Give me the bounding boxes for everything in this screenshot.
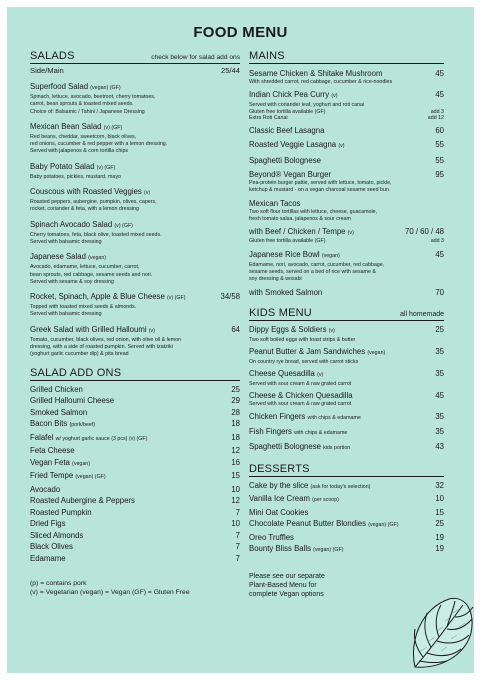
item-name: Black Olives <box>30 542 73 552</box>
item-price: 95 <box>435 170 444 180</box>
item-header <box>249 126 444 135</box>
extra-price: add 12 <box>427 114 444 121</box>
item-price: 70 <box>435 287 444 297</box>
sizes-price: 25/44 <box>220 66 240 75</box>
item-extra <box>249 115 444 121</box>
item-name-group <box>249 90 338 101</box>
item-name: Indian Chick Pea Curry <box>249 90 330 100</box>
item-name: Chicken Fingers <box>249 411 306 421</box>
item-name-group <box>249 288 322 297</box>
item-tag: (v) (GF) <box>96 164 116 171</box>
item-name: Superfood Salad <box>30 82 89 91</box>
item-price: 10 <box>435 494 444 504</box>
item-price: 45 <box>435 90 444 100</box>
item-name-group <box>249 493 339 507</box>
item-name: Mini Oat Cookies <box>249 507 309 517</box>
item-tag: (vegan) (GF) <box>368 522 399 529</box>
sizes-label: Side/Main <box>30 66 64 75</box>
item-name: Avocado <box>30 484 61 494</box>
extra-label: Extra Roti Canai <box>249 114 288 121</box>
menu-item <box>249 369 444 387</box>
item-name: Japanese Rice Bowl <box>249 249 320 259</box>
item-name-group <box>30 530 83 542</box>
item-name-group <box>30 325 155 336</box>
item-header <box>30 122 240 133</box>
item-description: Served with coriander leaf, yoghurt and roti canai <box>249 102 365 109</box>
item-header <box>249 427 444 438</box>
item-description: Served with balsamic dressing <box>30 311 102 318</box>
item-name-group <box>30 495 135 507</box>
item-description: Two soft boiled eggs with toast strips & butter <box>249 336 356 343</box>
menu-item <box>30 325 240 358</box>
item-tag: (vegan) (GF) <box>75 474 106 481</box>
menu-item <box>249 69 444 85</box>
item-price: 55 <box>435 156 444 166</box>
item-tag: (ask for today's selection) <box>310 483 371 490</box>
item-name: with Beef / Chicken / Tempe <box>249 227 346 237</box>
item-header <box>249 140 444 151</box>
item-tag: (vegan) (GF) <box>90 85 121 91</box>
item-price: 28 <box>231 407 240 417</box>
item-price: 7 <box>235 507 240 517</box>
item-header <box>30 82 240 93</box>
item-name: Classic Beef Lasagna <box>249 126 325 136</box>
kids-title: KIDS MENU <box>249 306 312 319</box>
list-item <box>249 493 444 507</box>
extra-price: add 3 <box>430 238 444 245</box>
item-header <box>30 220 240 231</box>
item-description: Topped with toasted mixed seeds & almonds. <box>30 304 137 311</box>
item-name: Baby Potato Salad <box>30 161 95 171</box>
menu-item <box>30 82 240 115</box>
desserts-title: DESSERTS <box>249 462 310 475</box>
item-price: 18 <box>231 432 240 442</box>
item-name: Sliced Almonds <box>30 530 84 540</box>
item-description: Pea-protein burger pattie, served with lettuce, tomato, pickle, <box>249 180 392 187</box>
item-name: Bounty Bliss Balls <box>249 544 311 554</box>
item-tag: (v) <box>331 93 338 100</box>
item-name: Greek Salad with Grilled Halloumi <box>30 324 147 334</box>
item-name-group <box>30 407 87 419</box>
item-name-group <box>249 199 300 208</box>
item-name-group <box>30 507 92 519</box>
kids-header <box>249 307 444 321</box>
item-price: 43 <box>435 441 444 451</box>
item-tag: (v) <box>338 143 345 150</box>
item-price: 25 <box>435 324 444 334</box>
item-name-group <box>30 220 133 231</box>
item-name-group <box>249 250 340 261</box>
item-price: 34/58 <box>220 292 240 302</box>
extra-price: add 3 <box>430 108 444 115</box>
item-name-group <box>249 412 361 423</box>
item-description: soy dressing & wosabi <box>249 276 302 283</box>
menu-page <box>7 7 474 673</box>
item-header <box>249 412 444 423</box>
mains-header <box>249 50 444 64</box>
item-name: Vanilla Ice Cream <box>249 494 310 504</box>
menu-item <box>249 156 444 165</box>
item-description: bean sprouts, red cabbage, sesame seeds and nori. <box>30 271 153 278</box>
menu-item <box>249 288 444 297</box>
list-item <box>249 543 444 557</box>
menu-item <box>249 442 444 453</box>
item-name: Peanut Butter & Jam Sandwiches <box>249 346 366 356</box>
menu-item <box>30 292 240 318</box>
item-name-group <box>249 347 385 358</box>
menu-item <box>30 162 240 180</box>
list-item <box>30 457 240 471</box>
item-price: 10 <box>231 484 240 494</box>
list-item <box>30 541 240 553</box>
kids-list <box>249 325 444 453</box>
list-item <box>249 480 444 494</box>
item-name-group <box>249 427 347 438</box>
item-description: Served with sesame & soy dressing <box>30 278 114 285</box>
item-header <box>249 442 444 453</box>
menu-item <box>249 347 444 365</box>
page-title: FOOD MENU <box>193 24 288 41</box>
menu-item <box>249 412 444 423</box>
item-header <box>249 369 444 380</box>
left-column <box>30 50 240 597</box>
salad-list <box>30 82 240 358</box>
list-item <box>249 518 444 532</box>
item-price: 35 <box>435 426 444 436</box>
item-tag: (vegan) (GF) <box>313 547 344 554</box>
item-tag: (v) <box>317 372 324 379</box>
menu-item <box>30 187 240 213</box>
item-name: Bacon Bits <box>30 419 68 429</box>
item-description: Tomato, cucumber, black olives, red onion, with olive oil & lemon <box>30 336 182 343</box>
item-description: Two soft flour tortillas with lettuce, cheese, guacamole, <box>249 208 378 215</box>
item-description: Served with sour cream & raw grated carrot <box>249 401 352 408</box>
item-name: Chocolate Peanut Butter Blondies <box>249 519 367 529</box>
item-name: Mexican Tacos <box>249 198 301 208</box>
item-description: Spinach, lettuce, avocado, beetroot, cherry tomatoes, <box>30 94 156 100</box>
item-name-group <box>30 395 114 407</box>
item-header <box>249 347 444 358</box>
legend-line: (v) = Vegetarian (vegan) = Vegan (GF) = Gluten Free <box>30 589 190 597</box>
item-price: 7 <box>235 553 240 563</box>
item-header <box>30 187 240 198</box>
item-price: 45 <box>435 391 444 401</box>
item-header <box>249 391 444 400</box>
right-column <box>249 50 444 599</box>
item-tag: (v) <box>328 327 335 334</box>
item-price: 15 <box>435 507 444 517</box>
item-description: sesame seeds, served on a bed of rice with sesame & <box>249 268 376 275</box>
list-item <box>30 445 240 457</box>
list-item <box>30 395 240 407</box>
item-price: 45 <box>435 69 444 78</box>
item-name: Roasted Pumpkin <box>30 507 92 517</box>
item-price: 16 <box>231 457 240 467</box>
item-price: 35 <box>435 411 444 421</box>
item-name-group <box>249 532 294 544</box>
menu-item <box>249 325 444 343</box>
item-price: 25 <box>231 384 240 394</box>
item-price: 7 <box>235 542 240 552</box>
legend <box>30 579 240 597</box>
item-price: 64 <box>231 324 240 334</box>
item-header <box>249 199 444 208</box>
item-description: Served with balsamic dressing <box>30 238 102 245</box>
list-item <box>30 470 240 484</box>
item-name: Sesame Chicken & Shitake Mushroom <box>249 69 383 78</box>
item-price: 32 <box>435 480 444 490</box>
item-description: dressing, with a side of roasted pumpkin. Served with tzatziki <box>30 344 173 351</box>
menu-item <box>249 140 444 151</box>
item-description: red onions, cucumber & red pepper with a lemon dressing. <box>30 141 168 148</box>
item-tag: (v) <box>144 190 151 197</box>
item-price: 10 <box>231 519 240 529</box>
item-extra <box>249 238 444 244</box>
item-price: 7 <box>235 530 240 540</box>
item-price: 15 <box>231 471 240 481</box>
item-name-group <box>30 252 106 263</box>
addon-list <box>30 384 240 565</box>
item-name: Cheese Quesadilla <box>249 369 315 379</box>
item-description: rocket, coriander & feta, with a lemon dressing <box>30 206 139 213</box>
item-name-group <box>249 391 353 400</box>
item-name-group <box>249 325 335 336</box>
item-name-group <box>249 507 308 519</box>
item-name: Fried Tempe <box>30 471 74 481</box>
item-tag: (pork/beef) <box>69 422 96 429</box>
item-price: 60 <box>435 126 444 136</box>
item-name: Grilled Halloumi Cheese <box>30 396 115 406</box>
item-name: Dippy Eggs & Soldiers <box>249 324 327 334</box>
item-name: Cheese & Chicken Quesadilla <box>249 391 353 401</box>
item-name: Grilled Chicken <box>30 384 83 394</box>
item-name-group <box>249 170 331 179</box>
item-description: (yoghurt garlic cucumber dip) & pita bread <box>30 351 129 358</box>
item-tag: (v) (GF) <box>114 222 133 229</box>
item-header <box>249 90 444 101</box>
menu-item <box>30 122 240 155</box>
item-description: fresh tomato salsa, jalapenos & sour cream <box>249 216 351 223</box>
extra-label: Gluten free tortilla available (GF) <box>249 108 326 115</box>
menu-item <box>249 199 444 223</box>
item-name-group <box>30 457 90 471</box>
item-price: 45 <box>435 249 444 259</box>
item-name-group <box>30 122 122 133</box>
list-item <box>30 507 240 519</box>
item-name: Fish Fingers <box>249 426 292 436</box>
menu-item <box>30 252 240 285</box>
kids-note: all homemade <box>400 310 444 318</box>
item-description: Served with sour cream & raw grated carrot <box>249 381 352 388</box>
list-item <box>249 532 444 544</box>
desserts-header <box>249 463 444 477</box>
item-price: 12 <box>231 446 240 456</box>
item-name-group <box>30 445 75 457</box>
item-name-group <box>249 69 382 78</box>
menu-item <box>249 170 444 194</box>
item-description: Red beans, cheddar, sweetcorn, black olives, <box>30 133 137 140</box>
item-description: Avocado, edamame, lettuce, cucumber, carrot, <box>30 264 140 271</box>
item-price: 19 <box>435 544 444 554</box>
item-name: Roasted Veggie Lasagna <box>249 140 337 150</box>
item-description: With shredded carrot, red cabbage, cucumber & rice-noodles <box>249 79 393 85</box>
promo-line: Please see our separate <box>249 572 325 580</box>
item-name: Vegan Feta <box>30 457 70 467</box>
item-tag: with chips & edamame <box>294 429 348 436</box>
item-name-group <box>249 126 324 135</box>
item-price: 12 <box>231 496 240 506</box>
item-description: Served with jalapenos & corn tortilla chips <box>30 148 129 155</box>
item-name-group <box>30 553 66 565</box>
item-tag: (v) <box>148 327 155 334</box>
item-description: Roasted peppers, aubergine, pumpkin, olives, capers, <box>30 199 157 206</box>
item-header <box>249 288 444 297</box>
item-tag: (per scoop) <box>312 497 339 504</box>
item-price: 55 <box>435 140 444 150</box>
item-name: Smoked Salmon <box>30 407 88 417</box>
item-price: 35 <box>435 369 444 379</box>
item-name-group <box>30 162 115 173</box>
item-name-group <box>249 140 345 151</box>
item-name: with Smoked Salmon <box>249 287 323 297</box>
item-name-group <box>249 227 354 238</box>
item-header <box>249 227 444 238</box>
item-header <box>249 250 444 261</box>
item-name: Roasted Aubergine & Peppers <box>30 496 135 506</box>
legend-line: (p) = contains pork <box>30 580 87 588</box>
item-tag: (vegan) <box>367 349 386 356</box>
item-tag: (v) (GF) <box>166 295 186 302</box>
item-name: Oreo Truffles <box>249 532 294 542</box>
item-header <box>30 325 240 336</box>
list-item <box>30 495 240 507</box>
item-name-group <box>249 369 323 380</box>
promo-line: complete Vegan options <box>249 590 324 598</box>
item-header <box>30 252 240 263</box>
item-description: Choice of: Balsamic / Tahini / Japanese Dressing <box>30 108 145 115</box>
item-tag: with chips & edamame <box>307 414 361 421</box>
salads-header <box>30 50 240 64</box>
item-description: On country rye bread, served with carrot sticks <box>249 358 359 365</box>
item-name: Rocket, Spinach, Apple & Blue Cheese <box>30 292 165 302</box>
item-name-group <box>30 292 186 303</box>
item-name: Spaghetti Bolognese <box>249 156 321 166</box>
item-name-group <box>30 470 106 484</box>
item-tag: (v) <box>347 230 354 237</box>
item-tag: (vegan) <box>88 255 107 262</box>
item-name-group <box>30 541 73 553</box>
list-item <box>30 518 240 530</box>
item-name-group <box>249 518 399 532</box>
item-name: Falafel <box>30 432 54 442</box>
item-name-group <box>249 442 350 453</box>
item-description: Cherry tomatoes, feta, black olive, toasted mixed seeds. <box>30 231 162 238</box>
item-tag: (v) (GF) <box>103 124 123 131</box>
item-name-group <box>249 480 370 494</box>
list-item <box>30 530 240 542</box>
promo-line: Plant-Based Menu for <box>249 581 317 589</box>
item-name: Spaghetti Bolognese <box>249 441 321 451</box>
list-item <box>30 484 240 496</box>
item-name-group <box>30 384 83 396</box>
item-name-group <box>30 187 150 198</box>
item-name: Cake by the slice <box>249 480 309 490</box>
item-name: Spinach Avocado Salad <box>30 219 113 229</box>
list-item <box>30 432 240 446</box>
menu-item <box>249 126 444 135</box>
item-price: 19 <box>435 532 444 542</box>
item-price: 29 <box>231 396 240 406</box>
item-description: carrot, bean sprouts & toasted mixed seeds. <box>30 101 134 108</box>
item-price: 35 <box>435 346 444 356</box>
mains-list <box>249 69 444 297</box>
item-description: Baby potatoes, pickles, mustard, mayo <box>30 173 121 180</box>
item-price: 18 <box>231 419 240 429</box>
menu-item <box>249 227 444 244</box>
menu-item <box>249 427 444 438</box>
item-name-group <box>249 156 321 165</box>
item-tag: (vegan) <box>321 252 340 259</box>
item-name-group <box>30 418 95 432</box>
item-price: 25 <box>435 519 444 529</box>
dessert-list <box>249 480 444 557</box>
item-header <box>249 170 444 179</box>
item-header <box>249 156 444 165</box>
item-tag: kids portion <box>323 444 351 451</box>
menu-item <box>249 250 444 283</box>
addons-header <box>30 367 240 381</box>
item-header <box>30 162 240 173</box>
item-name-group <box>30 82 121 93</box>
item-tag: (vegan) <box>72 460 91 467</box>
item-name: Beyond® Vegan Burger <box>249 170 332 180</box>
list-item <box>249 507 444 519</box>
item-name: Dried Figs <box>30 519 66 529</box>
item-name: Edamame <box>30 553 66 563</box>
item-name: Feta Cheese <box>30 446 75 456</box>
mains-title: MAINS <box>249 50 285 62</box>
salad-sizes <box>30 66 240 75</box>
menu-item <box>249 391 444 407</box>
salads-title: SALADS <box>30 50 75 62</box>
item-name: Japanese Salad <box>30 252 86 262</box>
item-tag: w/ yoghurt garlic sauce (3 pcs) (v) (GF) <box>55 435 148 442</box>
item-name: Mexican Bean Salad <box>30 121 102 131</box>
monstera-leaf-icon <box>405 591 477 673</box>
item-name-group <box>30 518 66 530</box>
item-price: 70 / 60 / 48 <box>404 227 444 237</box>
item-description: ketchup & mustard - on a vegan charcoal sesame seed bun. <box>249 187 391 194</box>
extra-label: Gluten free tortilla available (GF) <box>249 238 326 245</box>
list-item <box>30 384 240 396</box>
item-header <box>249 69 444 78</box>
addons-title: SALAD ADD ONS <box>30 366 122 379</box>
item-name-group <box>30 432 147 446</box>
item-name: Couscous with Roasted Veggies <box>30 187 142 197</box>
item-description: Edamame, nori, avocado, carrot, cucumber, red cabbage, <box>249 261 385 268</box>
list-item <box>30 407 240 419</box>
salads-note: check below for salad add ons <box>151 54 240 61</box>
item-header <box>249 325 444 336</box>
item-header <box>30 292 240 303</box>
item-name-group <box>249 543 343 557</box>
item-name-group <box>30 484 60 496</box>
menu-item <box>249 90 444 121</box>
list-item <box>30 553 240 565</box>
menu-item <box>30 220 240 246</box>
list-item <box>30 418 240 432</box>
